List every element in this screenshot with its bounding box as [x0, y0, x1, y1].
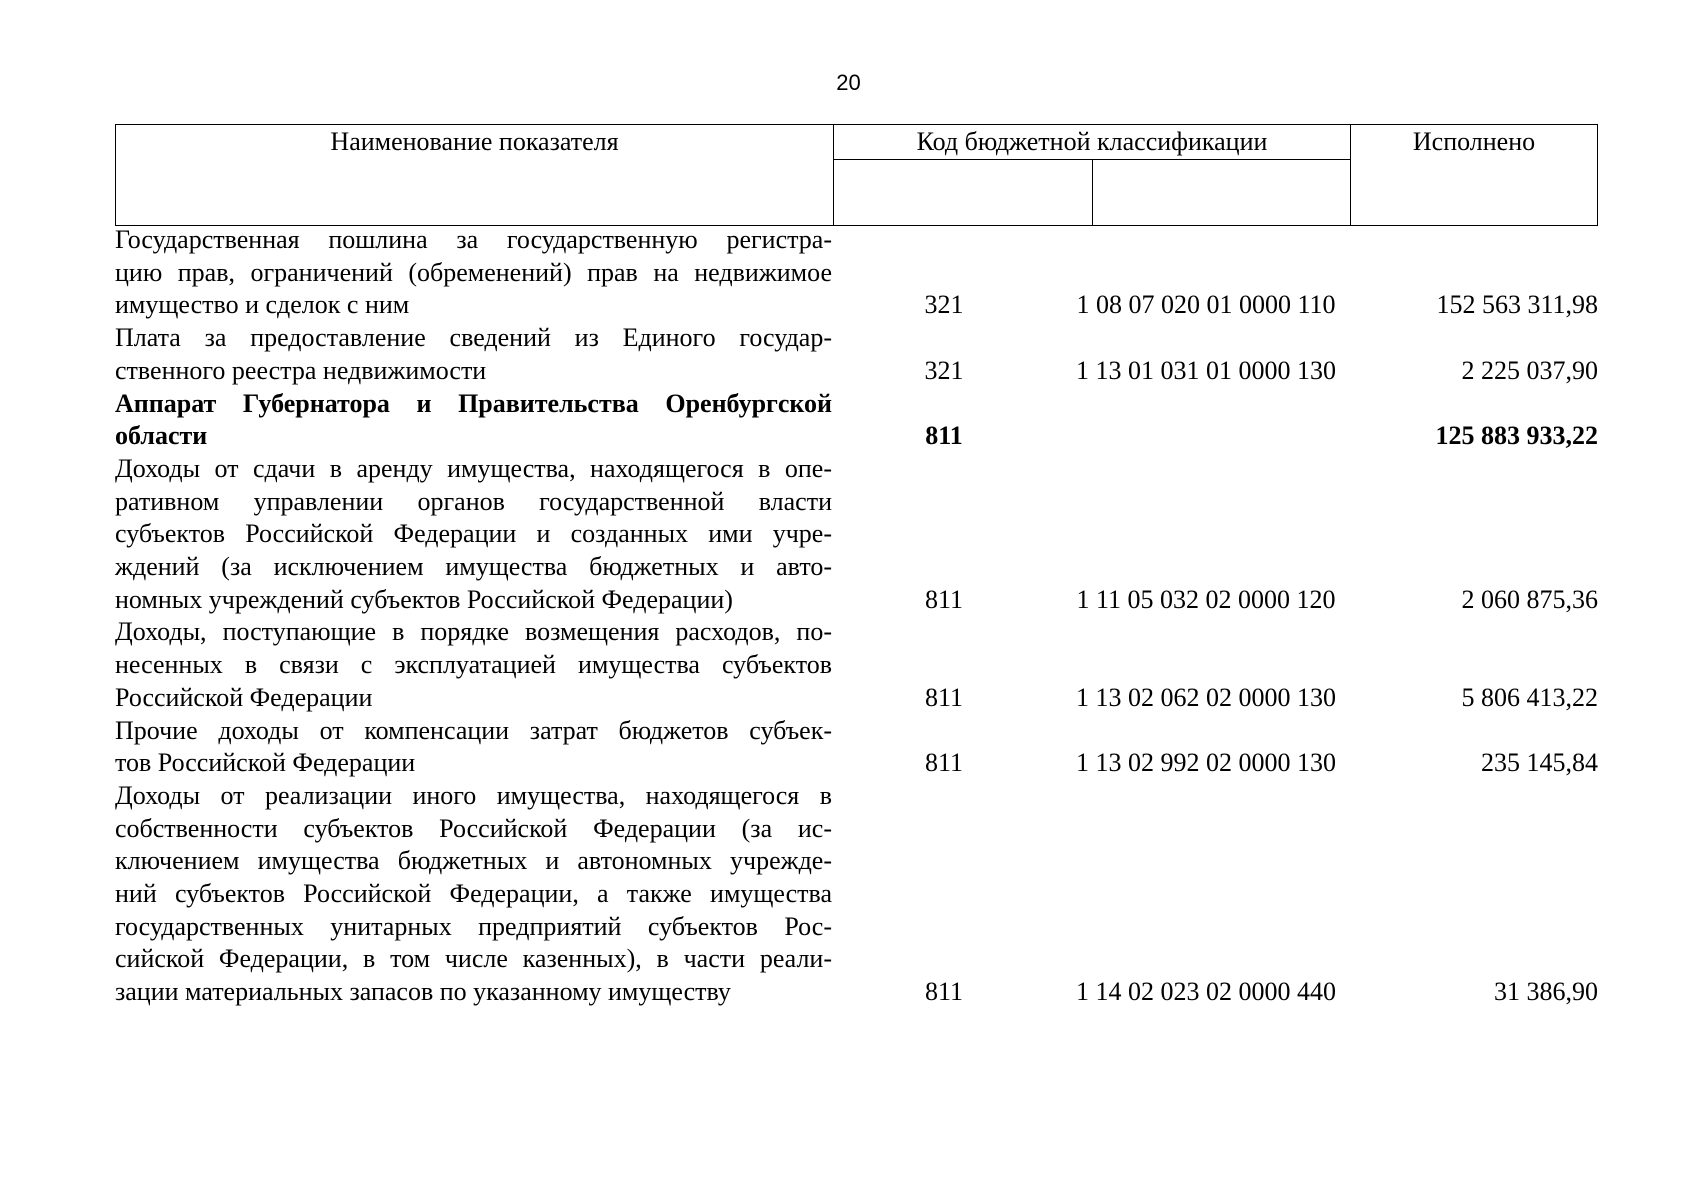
table-header — [115, 124, 1598, 226]
row-admin-code: 811 — [924, 748, 964, 778]
row-name-line: государственных унитарных предприятий субъектов Рос- — [115, 911, 832, 941]
header-admin-subcell — [834, 160, 1093, 226]
table-row — [115, 224, 1598, 322]
header-name: Наименование показателя — [116, 125, 834, 226]
row-name-line: номных учреждений субъектов Российской Федерации) — [115, 584, 733, 614]
header-code-subcell — [1092, 160, 1351, 226]
row-executed: 31 386,90 — [1494, 977, 1598, 1007]
row-budget-code: 1 13 02 992 02 0000 130 — [1076, 748, 1336, 778]
row-name-line: Российской Федерации — [115, 682, 373, 712]
row-budget-code: 1 08 07 020 01 0000 110 — [1076, 290, 1336, 320]
row-executed: 152 563 311,98 — [1436, 290, 1598, 320]
row-executed: 235 145,84 — [1481, 748, 1598, 778]
row-name-line: Прочие доходы от компенсации затрат бюджетов субъек- — [115, 715, 832, 745]
row-name-line: имущество и сделок с ним — [115, 290, 410, 320]
row-name-line: Плата за предоставление сведений из Единого государ- — [115, 323, 832, 353]
row-budget-code: 1 14 02 023 02 0000 440 — [1076, 977, 1336, 1007]
row-executed: 2 060 875,36 — [1461, 584, 1598, 614]
row-name-line: ждений (за исключением имущества бюджетных и авто- — [115, 552, 832, 582]
row-name — [115, 388, 832, 453]
row-name — [115, 780, 832, 1009]
row-admin-code: 321 — [924, 355, 964, 385]
row-name-line: субъектов Российской Федерации и созданных ими учре- — [115, 519, 832, 549]
row-name-line: ративном управлении органов государственной власти — [115, 486, 832, 516]
row-name-line: области — [115, 421, 208, 451]
row-name-line: сийской Федерации, в том числе казенных), в части реали- — [115, 944, 832, 974]
table-row — [115, 715, 1598, 780]
header-executed: Исполнено — [1351, 125, 1598, 226]
header-code: Код бюджетной классификации — [834, 125, 1351, 160]
row-admin-code: 811 — [924, 682, 964, 712]
row-name-line: Доходы от сдачи в аренду имущества, находящегося в опе- — [115, 453, 832, 483]
row-name-line: зации материальных запасов по указанному имуществу — [115, 977, 731, 1007]
row-name — [115, 224, 832, 322]
table-row — [115, 780, 1598, 1009]
row-name-line: ственного реестра недвижимости — [115, 355, 487, 385]
table-row — [115, 453, 1598, 617]
row-budget-code: 1 13 02 062 02 0000 130 — [1076, 682, 1336, 712]
row-name-line: Доходы, поступающие в порядке возмещения расходов, по- — [115, 617, 832, 647]
row-name-line: Доходы от реализации иного имущества, находящегося в — [115, 780, 832, 810]
row-budget-code: 1 11 05 032 02 0000 120 — [1076, 584, 1336, 614]
row-admin-code: 811 — [924, 584, 964, 614]
row-budget-code: 1 13 01 031 01 0000 130 — [1076, 355, 1336, 385]
row-executed: 125 883 933,22 — [1435, 421, 1598, 451]
row-name-line: ний субъектов Российской Федерации, а также имущества — [115, 879, 832, 909]
row-name-line: Аппарат Губернатора и Правительства Оренбургской — [115, 388, 832, 418]
row-name — [115, 715, 832, 780]
row-name-line: Государственная пошлина за государственную регистра- — [115, 225, 832, 254]
row-admin-code: 811 — [924, 977, 964, 1007]
table-body — [115, 224, 1598, 1009]
row-name-line: ключением имущества бюджетных и автономных учрежде- — [115, 846, 832, 876]
row-name — [115, 453, 832, 617]
row-name-line: цию прав, ограничений (обременений) прав на недвижимое — [115, 257, 832, 287]
table-row — [115, 388, 1598, 453]
row-executed: 5 806 413,22 — [1461, 682, 1598, 712]
row-name — [115, 322, 832, 387]
row-admin-code: 321 — [924, 290, 964, 320]
table-row — [115, 322, 1598, 387]
row-name-line: тов Российской Федерации — [115, 748, 416, 778]
page-number: 20 — [836, 70, 861, 95]
row-executed: 2 225 037,90 — [1461, 355, 1598, 385]
row-name — [115, 616, 832, 714]
row-admin-code: 811 — [925, 421, 963, 451]
row-name-line: собственности субъектов Российской Федерации (за ис- — [115, 813, 832, 843]
table-row — [115, 616, 1598, 714]
row-name-line: несенных в связи с эксплуатацией имущества субъектов — [115, 650, 832, 680]
